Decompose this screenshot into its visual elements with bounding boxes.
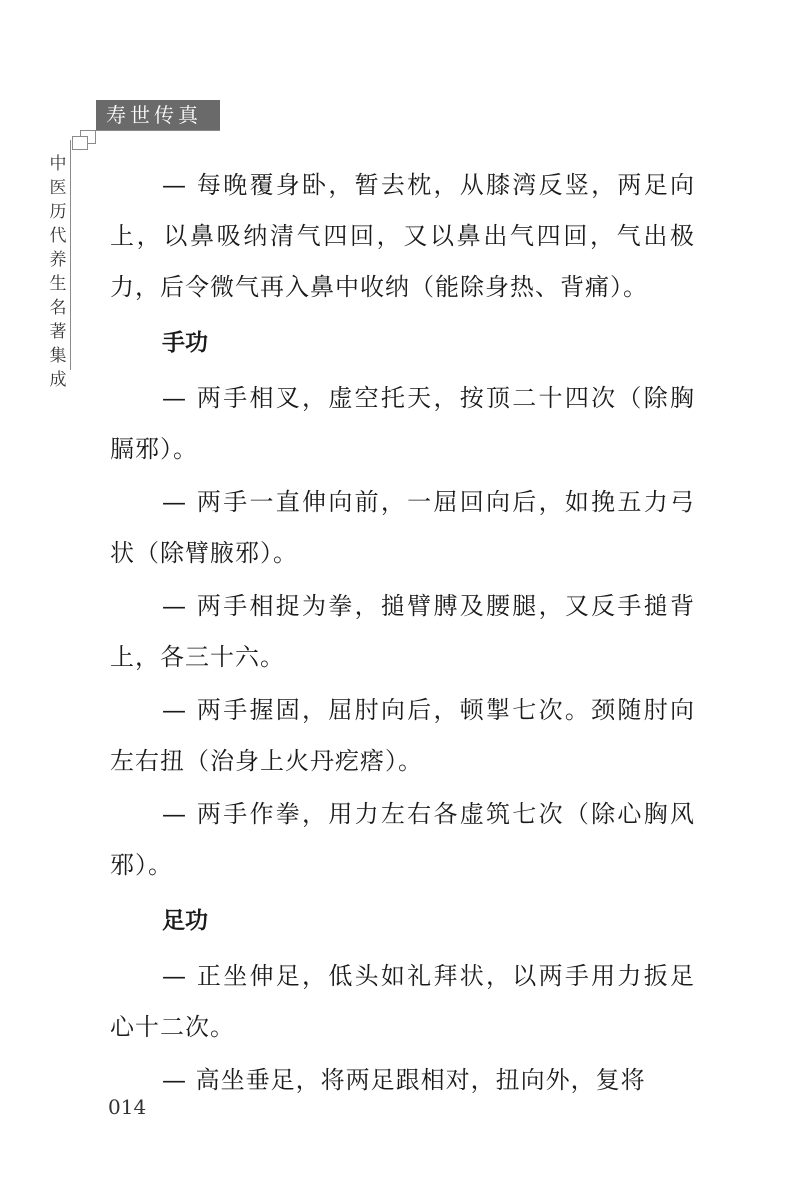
frame-corner-ornament (70, 130, 96, 150)
page-number: 014 (108, 1095, 147, 1119)
section-heading-foot: 足功 (162, 908, 208, 934)
section-heading-hand: 手功 (162, 330, 208, 356)
paragraph: — 两手相叉，虚空托天，按顶二十四次（除胸膈邪）。 (110, 384, 695, 463)
paragraph: — 两手握固，屈肘向后，顿掣七次。颈随肘向左右扭（治身上火丹疙瘩）。 (110, 696, 695, 775)
page-body (110, 160, 695, 1108)
side-title-vertical: 中医历代养生名著集成 (49, 154, 67, 390)
paragraph: — 两手相捉为拳，搥臂膊及腰腿，又反手搥背上，各三十六。 (110, 592, 695, 671)
paragraph: — 高坐垂足，将两足跟相对，扭向外，复将 (162, 1066, 646, 1094)
side-rule (70, 140, 71, 370)
paragraph: — 正坐伸足，低头如礼拜状，以两手用力扳足心十二次。 (110, 962, 695, 1041)
paragraph: — 每晚覆身卧，暂去枕，从膝湾反竖，两足向上，以鼻吸纳清气四回，又以鼻出气四回，气出极力，后令微气再入鼻中收纳（能除身热、背痛）。 (110, 171, 695, 301)
paragraph: — 两手作拳，用力左右各虚筑七次（除心胸风邪）。 (110, 800, 695, 879)
paragraph: — 两手一直伸向前，一屈回向后，如挽五力弓状（除臂腋邪）。 (110, 488, 695, 567)
header-rule (96, 130, 220, 131)
running-header-banner: 寿世传真 (96, 100, 220, 130)
